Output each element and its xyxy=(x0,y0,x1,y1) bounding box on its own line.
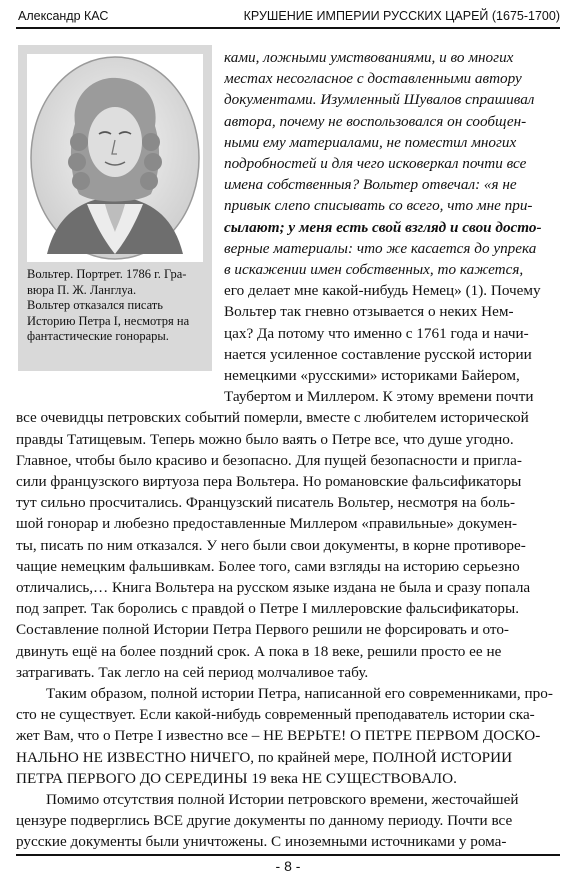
text-line: ными ему материалами, не поместил многих xyxy=(224,133,517,151)
text-line: привык слепо списывать со всего, что мне при- xyxy=(224,197,533,215)
text-line: в искажении имен собственных, то кажется, xyxy=(224,261,524,278)
text-line: русские документы были уничтожены. С иноземными источниками у рома- xyxy=(16,833,507,851)
text-line: сто не существует. Если какой-нибудь современный преподаватель истории ска- xyxy=(16,706,535,724)
text-line: Помимо отсутствия полной Истории петровского времени, жесточайшей xyxy=(46,791,519,808)
text-line: верные материалы: что же касается до упрека xyxy=(224,239,537,257)
text-line: его делает мне какой-нибудь Немец» (1). Почему xyxy=(224,282,541,300)
portrait-engraving-icon xyxy=(27,54,203,262)
text-line: двинуть ещё на более поздний срок. А пока в 18 веке, решили просто ее не xyxy=(16,642,502,660)
text-line: подробностей и для чего исковеркал почти все xyxy=(224,155,527,172)
text-line: правды Татищевым. Теперь можно было ваять о Петре все, что душе угодно. xyxy=(16,430,514,448)
text-line: автора, почему не воспользовался он сообщен- xyxy=(224,112,527,130)
caption-line: Вольтер отказался писать xyxy=(27,298,163,313)
text-line: затрагивать. Так легло на сей период молчаливое табу. xyxy=(16,663,369,681)
caption-line: фантастические гонорары. xyxy=(27,329,169,344)
text-line: жет Вам, что о Петре I известно все – НЕ ВЕРЬТЕ! О ПЕТРЕ ПЕРВОМ ДОСКО- xyxy=(16,727,541,745)
text-line: сылают; у меня есть свой взгляд и свои досто- xyxy=(224,218,542,236)
caption-line: Вольтер. Портрет. 1786 г. Гра- xyxy=(27,267,187,281)
text-line: все очевидцы петровских событий померли, вместе с любителем исторической xyxy=(16,409,529,427)
text-line: под запрет. Так боролись с правдой о Петре I миллеровские фальсификаторы. xyxy=(16,600,520,618)
figure-caption xyxy=(27,267,205,345)
text-line: имена собственныя? Вольтер отвечал: «я не xyxy=(224,176,517,194)
text-line: сили французского виртуоза пера Вольтера. Но романовские фальсификаторы xyxy=(16,473,522,490)
caption-line: вюра П. Ж. Ланглуа. xyxy=(27,282,137,297)
portrait-figure xyxy=(18,45,212,371)
text-line: Составление полной Истории Петра Первого решили не форсировать и ото- xyxy=(16,621,509,639)
voltaire-portrait-image xyxy=(27,54,203,262)
text-line: отличались,… Книга Вольтера на русском языке издана не была и сразу попала xyxy=(16,579,531,596)
text-line: цах? Да потому что именно с 1761 года и начи- xyxy=(224,324,529,342)
text-line: чащие немецким фальшивкам. Более того, сами взгляды на историю серьезно xyxy=(16,557,520,575)
running-header xyxy=(16,6,560,26)
text-line: Таким образом, полной истории Петра, написанной его современниками, про- xyxy=(46,685,553,702)
text-line: НАЛЬНО НЕ ИЗВЕСТНО НИЧЕГО, по крайней мере, ПОЛНОЙ ИСТОРИИ xyxy=(16,748,513,766)
text-line: ПЕТРА ПЕРВОГО ДО СЕРЕДИНЫ 19 века НЕ СУЩЕСТВОВАЛО. xyxy=(16,769,457,787)
caption-line: Историю Петра I, несмотря на xyxy=(27,313,190,328)
header-book-title: КРУШЕНИЕ ИМПЕРИИ РУССКИХ ЦАРЕЙ (1675-1700) xyxy=(243,9,560,23)
text-line: Таубертом и Миллером. К этому времени почти xyxy=(224,388,534,406)
header-rule xyxy=(16,27,560,29)
text-line: документами. Изумленный Шувалов спрашивал xyxy=(224,91,535,109)
text-line: ты, писать по ним отказался. У него были свои документы, в корне противоре- xyxy=(16,536,526,554)
text-line: Главное, чтобы было красиво и безопасно. Для пущей безопасности и пригла- xyxy=(16,451,522,469)
text-line: нается усиленное составление русской истории xyxy=(224,345,532,363)
text-line: ками, ложными умствованиями, и во многих xyxy=(224,49,514,66)
text-line: немецкими «русскими» историками Байером, xyxy=(224,367,520,384)
page-number: - 8 - xyxy=(275,858,301,874)
header-author: Александр КАС xyxy=(18,9,109,23)
text-line: тут сильно просчитались. Французский писатель Вольтер, несмотря на боль- xyxy=(16,494,516,512)
text-line: шой гонорар и любезно предоставленные Миллером «правильные» докумен- xyxy=(16,515,518,533)
text-line: Вольтер так гневно отзывается о неких Нем- xyxy=(224,303,514,321)
text-line: цензуре подверглись ВСЕ другие документы по данному периоду. Почти все xyxy=(16,812,513,830)
text-line: местах несогласное с доставленными автору xyxy=(224,70,522,88)
